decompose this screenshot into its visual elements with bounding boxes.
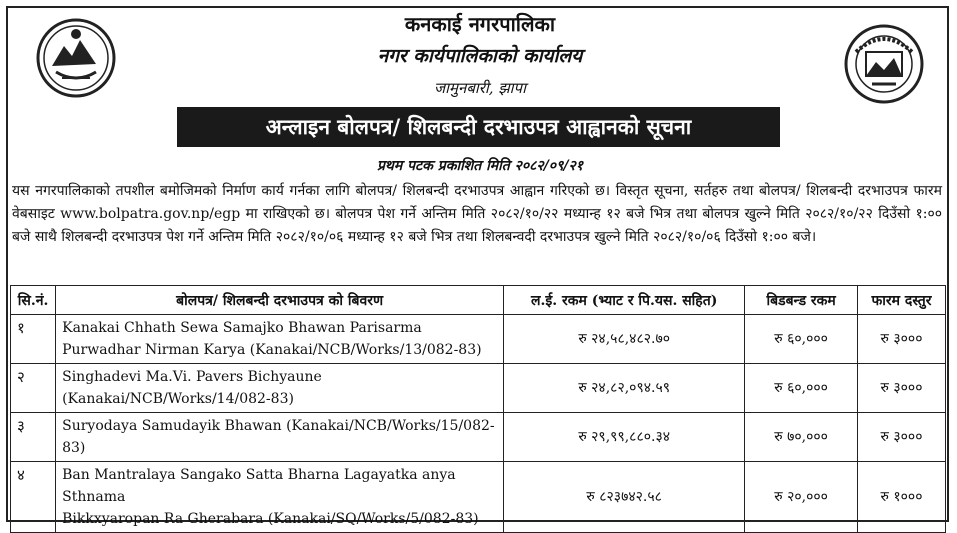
office-address: जामुनबारी, झापा (434, 79, 526, 97)
row-sn: २ (11, 364, 56, 413)
row-bid-bond: रु ६०,००० (745, 315, 858, 364)
tender-table (10, 285, 946, 533)
row-form-fee: रु ३००० (858, 315, 946, 364)
row-amount: रु २९,९९,८८०.३४ (504, 413, 745, 462)
municipality-name: कनकाई नगरपालिका (404, 12, 556, 36)
kanakai-municipality-seal-icon (842, 22, 926, 106)
row-description-line: Bikkxyaropan Ra Gherabara (Kanakai/SQ/Works/5/082-83) (62, 511, 479, 527)
nepal-emblem-icon (34, 16, 118, 100)
row-sn: १ (11, 315, 56, 364)
row-form-fee: रु ३००० (858, 364, 946, 413)
row-bid-bond: रु ७०,००० (745, 413, 858, 462)
row-amount: रु ८२३७४२.५८ (504, 462, 745, 533)
row-description (56, 413, 504, 462)
col-estimated-amount: ल.ई. रकम (भ्याट र पि.यस. सहित) (504, 286, 745, 315)
row-description (56, 364, 504, 413)
row-description-line: (Kanakai/NCB/Works/14/082-83) (62, 391, 294, 407)
row-description (56, 462, 504, 533)
row-sn: ३ (11, 413, 56, 462)
table-row (11, 462, 946, 533)
row-bid-bond: रु २०,००० (745, 462, 858, 533)
col-form-fee: फारम दस्तुर (858, 286, 946, 315)
row-sn: ४ (11, 462, 56, 533)
row-bid-bond: रु ६०,००० (745, 364, 858, 413)
office-name: नगर कार्यपालिकाको कार्यालय (377, 45, 583, 67)
row-description-line: Kanakai Chhath Sewa Samajko Bhawan Parisarma (62, 320, 422, 336)
table-row (11, 413, 946, 462)
row-amount: रु २४,८२,०९४.५९ (504, 364, 745, 413)
table-header-row (11, 286, 946, 315)
row-form-fee: रु १००० (858, 462, 946, 533)
row-description-line: Suryodaya Samudayik Bhawan (Kanakai/NCB/Works/15/082-83) (62, 418, 495, 456)
row-description-line: Singhadevi Ma.Vi. Pavers Bichyaune (62, 369, 322, 385)
row-amount: रु २४,५८,४८२.७० (504, 315, 745, 364)
row-description (56, 315, 504, 364)
notice-title: अन्लाइन बोलपत्र/ शिलबन्दी दरभाउपत्र आह्वानको सूचना (265, 114, 692, 139)
row-description-line: Ban Mantralaya Sangako Satta Bharna Lagayatka anya Sthnama (62, 467, 456, 505)
table-row (11, 315, 946, 364)
published-date: प्रथम पटक प्रकाशित मिति २०८२/०९/२१ (376, 158, 584, 174)
col-bid-bond: बिडबन्ड रकम (745, 286, 858, 315)
col-sn: सि.नं. (11, 286, 56, 315)
table-row (11, 364, 946, 413)
notice-body: यस नगरपालिकाको तपशील बमोजिमको निर्माण कार्य गर्नका लागि बोलपत्र/ शिलबन्दी दरभाउपत्र आह्वान गरिएको छ। विस्तृत सूचना, सर्तहरु तथा बोलपत्र/ शिलबन्दी दरभाउपत्र फारम वेबसाइट www.bolpatra.gov.np/egp मा राखिएको छ। बोलपत्र पेश गर्ने अन्तिम मिति २०८२/१०/२२ मध्यान्ह १२ बजे भित्र तथा बोलपत्र खुल्ने मिति २०८२/१०/२२ दिउँसो १:०० बजे साथै शिलबन्दी दरभाउपत्र पेश गर्ने अन्तिम मिति २०८२/१०/०६ मध्यान्ह १२ बजे भित्र तथा शिलबन्वदी दरभाउपत्र खुल्ने मिति २०८२/१०/०६ दिउँसो १:०० बजे। (12, 183, 942, 245)
row-description-line: Purwadhar Nirman Karya (Kanakai/NCB/Works/13/082-83) (62, 342, 482, 358)
col-description: बोलपत्र/ शिलबन्दी दरभाउपत्र को बिवरण (56, 286, 504, 315)
row-form-fee: रु ३००० (858, 413, 946, 462)
notice-title-banner (177, 107, 780, 147)
